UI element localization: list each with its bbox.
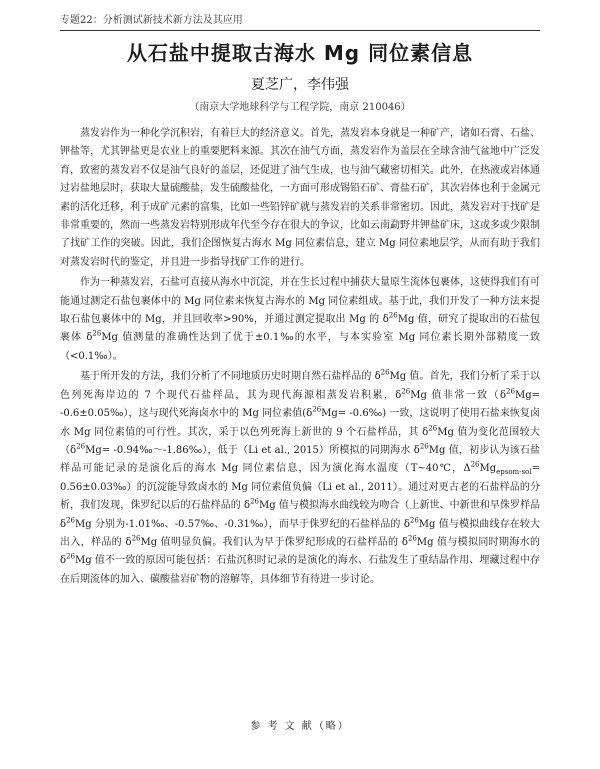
superscript: 26 (131, 534, 141, 543)
paragraph-2 (60, 274, 540, 366)
running-header: 专题22：分析测试新技术新方法及其应用 (60, 15, 243, 26)
superscript: 26 (312, 405, 322, 414)
text-run: Mg= -0.6±0.05‰），这与现代死海卤水中的 Mg 同位素值(δ (60, 389, 540, 420)
text-run: Mg 值不一致的原因可能包括：石盐沉积时记录的是演化的海水、石盐发生了重结晶作用、埋藏过程中存在后期流体的加入、碳酸盐岩矿物的溶解等，具体细节有待进一步讨论。 (60, 555, 540, 585)
superscript: 26 (250, 497, 259, 506)
superscript: 26 (428, 424, 438, 433)
text-run: Mg (479, 463, 497, 475)
text-run: Mg 值明显负偏。我们认为早于侏罗纪形成的石盐样品的 δ (140, 536, 408, 548)
superscript: 26 (419, 442, 429, 451)
text-run: Mg 值与模拟海水曲线较为吻合（上新世、中新世和早侏罗样品 δ (60, 500, 541, 530)
superscript: 26 (506, 387, 515, 396)
text-run: Mg= -0.94‰～-1.86‰），低于（Li et al., 2015）所模拟的同期海水 δ (85, 444, 420, 456)
paragraph-3 (60, 368, 540, 589)
text-run: Mg 值为变化范围较大（δ (60, 426, 540, 456)
text-run: Mg 值，研究了提取出的石盐包裹体 δ (60, 314, 541, 344)
paper-title: 从石盐中提取古海水 Mg 同位素信息 (126, 41, 474, 65)
text-run: Mg 值与模拟同时期海水的 δ (60, 536, 541, 567)
superscript: 26 (66, 553, 75, 562)
superscript: 26 (407, 534, 417, 543)
superscript: 26 (401, 387, 411, 396)
superscript: 26 (380, 368, 390, 377)
subscript: epsom-sol (496, 468, 532, 477)
references-heading: 参 考 文 献（略） (250, 721, 350, 732)
abstract-body (60, 125, 540, 591)
text-run: Mg 值测量的准确性达到了优于±0.1‰的水平，与本实验室 Mg 同位素长期外部精度一致（<0.1‰）。 (60, 332, 540, 362)
text-run: Mg 值与模拟曲线存在较大出入，样品的 δ (60, 518, 540, 548)
paragraph-1: 蒸发岩作为一种化学沉积岩，有着巨大的经济意义。首先，蒸发岩本身就是一种矿产，诸如石膏、石盐、钾盐等，尤其钾盐更是农业上的重要肥料来源。其次在油气方面，蒸发岩作为盖层在全球含油气盆地中广泛发育，致密的蒸发岩不仅是油气良好的盖层，还促进了油气生成，也与油气藏密切相关。此外，在热液或岩体通过岩盐地层时，获取大量硫酸盐，发生硫酸盐化，一方面可形成锡铅石矿、膏盐石矿，其次岩体也利于金属元素的活化迁移，利于成矿元素的富集，比如一些铅锌矿就与蒸发岩的关系非常密切。因此，蒸发岩对于找矿是非常重要的，然而一些蒸发岩特别形成年代至今存在很大的争议，比如云南勐野井钾盐矿床，这或多或少限制了找矿工作的突破。因此，我们企图恢复古海水 Mg 同位素信息，建立 Mg 同位素地层学，从而有助于我们对蒸发岩时代的鉴定，并且进一步指导找矿工作的进行。 (60, 128, 540, 268)
text-run: Mg= -0.6‰) 一致，这说明了使用石盐来恢复卤水 Mg 同位素值的可行性。其次，采于以色列死海上新世的 9 个石盐样品，其 δ (60, 408, 541, 438)
superscript: 26 (409, 516, 419, 525)
authors: 夏芝广，李伟强 (251, 77, 349, 93)
superscript: 26 (76, 442, 86, 451)
superscript: 26 (388, 311, 398, 320)
text-run: 基于所开发的方法，我们分析了不同地质历史时期自然石盐样品的 δ (80, 371, 381, 383)
header-rule (60, 30, 540, 31)
text-run: Mg 值。首先，我们分析了采于以色列死海岸边的 7 个现代石盐样品，其为现代海源相蒸发岩积累，δ (60, 371, 541, 401)
affiliation: （南京大学地球科学与工程学院，南京 210046） (189, 102, 411, 113)
text-run: Mg 分别为-1.01‰、-0.57‰、-0.31‰），而早于侏罗纪的石盐样品的 δ (74, 518, 410, 530)
text-run: Mg 值非常一致（δ (410, 389, 507, 401)
text-run: Mg 值，初步认为该石盐样品可能记录的是演化后的海水 Mg 同位素信息，因为演化海水温度（T~40℃，Δ (60, 444, 540, 475)
text-run: = 0.56±0.03‰）的沉淀能导致卤水的 Mg 同位素值负偏（Li et al., 2011）。通过对更古老的石盐样品的分析，我们发现，侏罗纪以后的石盐样品的 δ (60, 463, 540, 512)
superscript: 26 (470, 460, 480, 469)
text-run: 作为一种蒸发岩，石盐可直接从海水中沉淀，并在生长过程中捕获大量原生流体包裹体，这使得我们有可能通过测定石盐包裹体中的 Mg 同位素来恢复古海水的 Mg 同位素组成。基于此，我们开发了一种方法来提取石盐包裹体中的 Mg，并且回收率>90%，并通过测定提取出 Mg 的 δ (60, 277, 540, 326)
superscript: 26 (92, 330, 102, 339)
superscript: 26 (66, 516, 75, 525)
